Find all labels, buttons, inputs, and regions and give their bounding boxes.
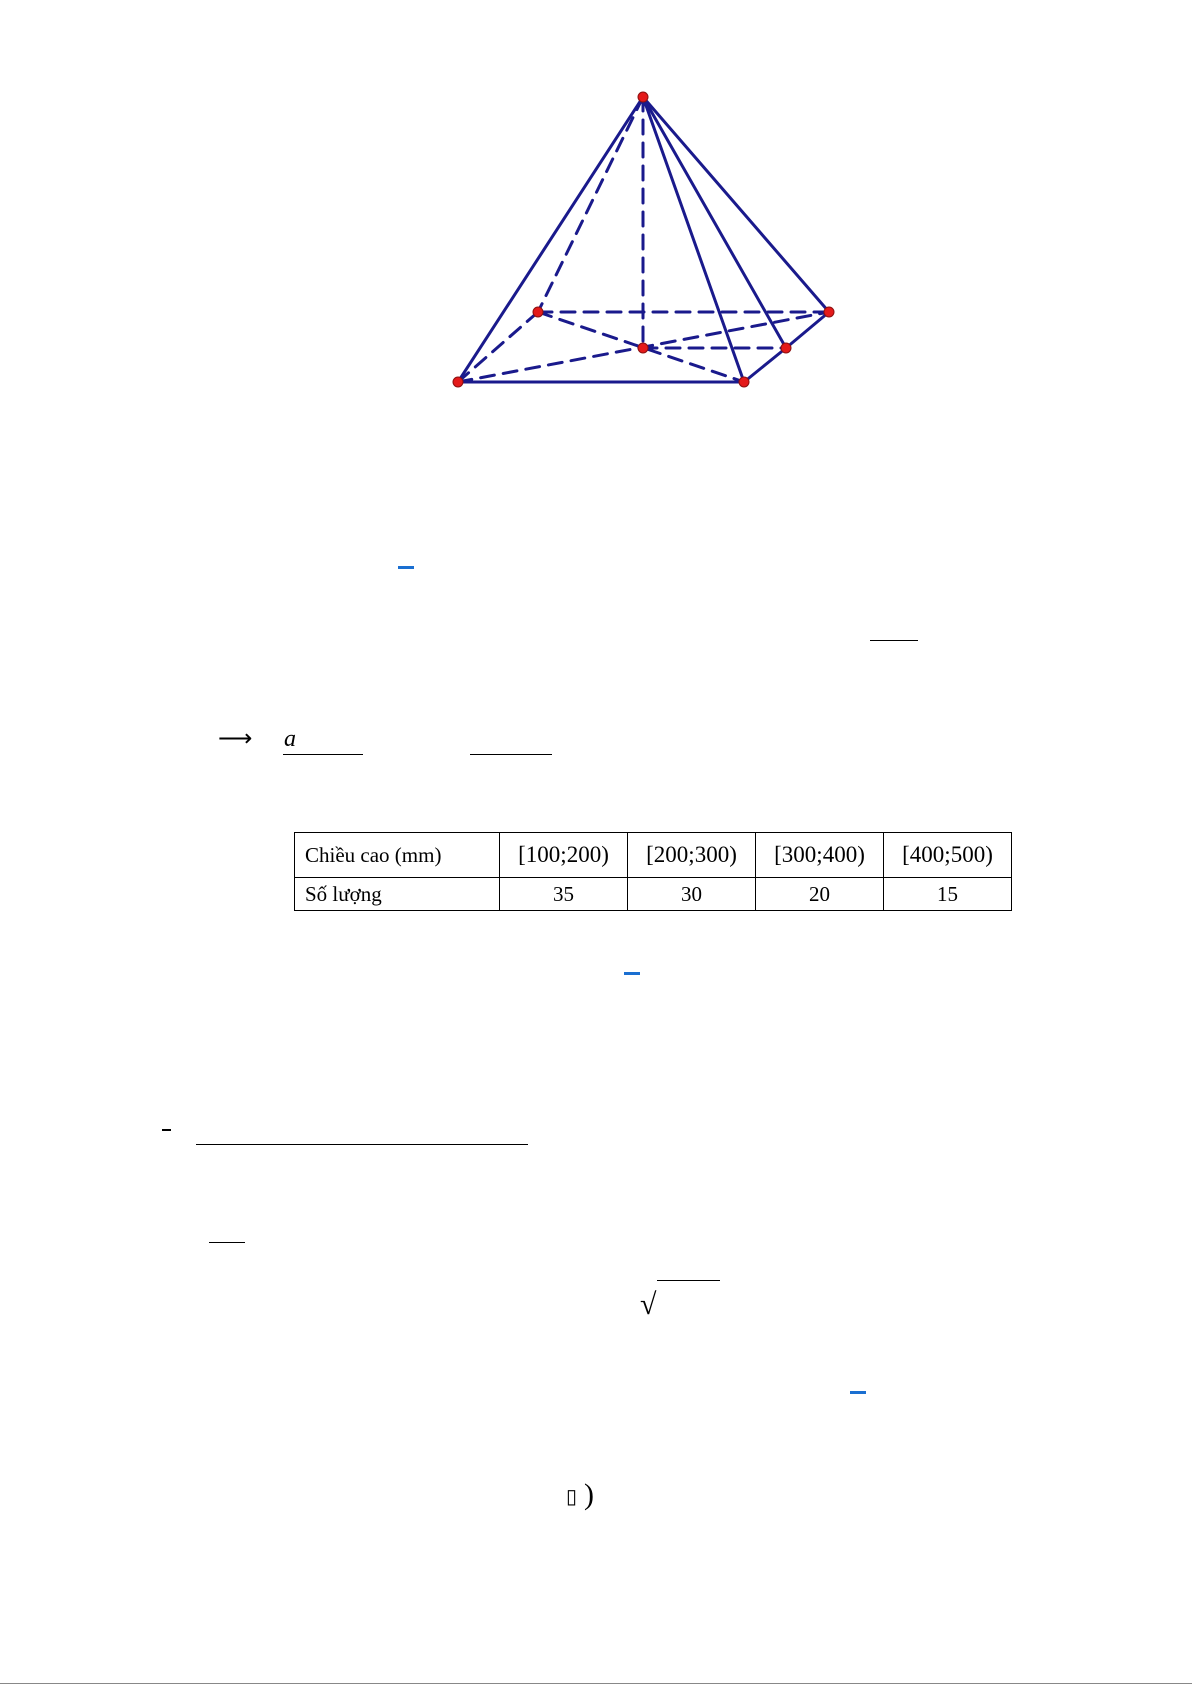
- table-bin: [300;400): [756, 833, 884, 878]
- vertex-center: [638, 343, 648, 353]
- table-bin: [400;500): [884, 833, 1012, 878]
- minus-mark: [162, 1129, 171, 1131]
- variable-a: a: [284, 726, 296, 752]
- missing-glyph: ▯: [566, 1486, 578, 1508]
- frequency-table: [294, 832, 1012, 911]
- table-count: 30: [628, 878, 756, 911]
- edge-apex-backright: [643, 97, 829, 312]
- accent-dash: [398, 566, 414, 569]
- table-bin: [200;300): [628, 833, 756, 878]
- table-row-label: Số lượng: [295, 878, 500, 911]
- vertex-backright: [824, 307, 834, 317]
- accent-dash: [850, 1391, 866, 1394]
- vertex-backleft: [533, 307, 543, 317]
- table-header-label: Chiều cao (mm): [295, 833, 500, 878]
- page-bottom-rule: [0, 1683, 1192, 1684]
- table-count: 15: [884, 878, 1012, 911]
- fraction-bar: [870, 640, 918, 641]
- vertex-frontright: [739, 377, 749, 387]
- fraction-bar: [470, 754, 552, 755]
- table-bin: [100;200): [500, 833, 628, 878]
- fraction-bar: [196, 1144, 528, 1145]
- table-count: 35: [500, 878, 628, 911]
- edge-frontright-right: [744, 348, 786, 382]
- table-count: 20: [756, 878, 884, 911]
- hidden-apex-backleft: [538, 97, 643, 312]
- fraction-bar: [209, 1242, 245, 1243]
- arrow-symbol: ⟶: [218, 726, 253, 752]
- close-paren: ): [584, 1478, 594, 1511]
- sqrt-overline: [657, 1280, 720, 1281]
- vertex-apex: [638, 92, 648, 102]
- edge-apex-frontright: [643, 97, 744, 382]
- pyramid-figure: [0, 0, 1192, 420]
- accent-dash: [624, 972, 640, 975]
- vertex-frontleft: [453, 377, 463, 387]
- fraction-bar: [283, 754, 363, 755]
- vertex-right: [781, 343, 791, 353]
- sqrt-symbol: √: [640, 1288, 657, 1321]
- edge-apex-right: [643, 97, 786, 348]
